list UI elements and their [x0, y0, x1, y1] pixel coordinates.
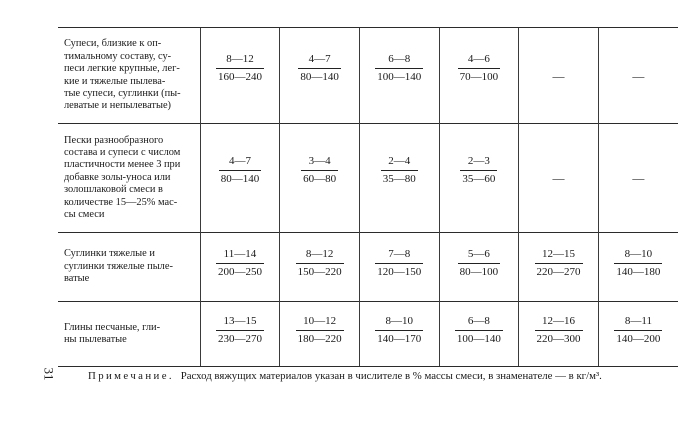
value-cell: [280, 28, 360, 124]
value-cell: [359, 233, 439, 302]
value-fraction: [375, 315, 423, 346]
value-cell: [280, 233, 360, 302]
value-cell: [598, 302, 678, 367]
soil-description-line: песи легкие крупные, лег-: [64, 63, 180, 75]
value-cell: [519, 302, 599, 367]
kg-per-cubic-meter: 60—80: [303, 173, 337, 185]
soil-description-line: леватые и непылеватые): [64, 100, 172, 112]
kg-per-cubic-meter: 220—270: [536, 266, 581, 278]
percent-by-mass: 3—4: [301, 155, 338, 171]
soil-description-line: Супеси, близкие к оп-: [64, 38, 162, 50]
kg-per-cubic-meter: 140—180: [616, 266, 661, 278]
kg-per-cubic-meter: 35—80: [382, 173, 416, 185]
percent-by-mass: 4—7: [298, 53, 341, 69]
percent-by-mass: 12—16: [535, 315, 583, 331]
kg-per-cubic-meter: 180—220: [297, 333, 342, 345]
value-fraction: [296, 248, 344, 279]
soil-description-line: золошлаковой смеси в: [64, 184, 163, 196]
percent-by-mass: 2—4: [381, 155, 418, 171]
soil-description-line: добавке золы-уноса или: [64, 171, 171, 183]
value-cell: [519, 124, 599, 233]
value-cell: [598, 233, 678, 302]
value-fraction: [455, 315, 503, 346]
kg-per-cubic-meter: 230—270: [217, 333, 262, 345]
value-fraction: [614, 248, 662, 279]
value-cell: [200, 302, 280, 367]
kg-per-cubic-meter: 100—140: [377, 70, 422, 83]
value-cell: [598, 28, 678, 124]
soil-description-line: сы смеси: [64, 209, 105, 221]
soil-description-line: Глины песчаные, гли-: [64, 321, 161, 333]
kg-per-cubic-meter: 100—140: [456, 333, 501, 345]
table-row: [58, 302, 678, 367]
percent-by-mass: 13—15: [216, 315, 264, 331]
value-cell: [439, 233, 519, 302]
binder-consumption-table: [58, 27, 678, 367]
kg-per-cubic-meter: 80—140: [300, 70, 339, 83]
table-body: [58, 28, 678, 367]
empty-value-dash: —: [632, 171, 645, 185]
value-fraction: [458, 248, 501, 279]
note-text: Расход вяжущих материалов указан в числителе в % массы смеси, в знаменателе — в кг/м³.: [180, 370, 602, 382]
value-fraction: [535, 248, 583, 279]
kg-per-cubic-meter: 150—220: [297, 266, 342, 278]
soil-description-line: ны пылеватые: [64, 334, 127, 345]
percent-by-mass: 8—12: [296, 248, 344, 264]
soil-description: [58, 28, 200, 124]
percent-by-mass: 4—6: [458, 53, 501, 69]
value-fraction: [375, 248, 423, 279]
soil-description-line: Суглинки тяжелые и: [64, 248, 155, 260]
kg-per-cubic-meter: 35—60: [462, 173, 496, 185]
value-cell: [519, 28, 599, 124]
soil-description: [58, 302, 200, 367]
soil-description-line: Пески разнообразного: [64, 134, 164, 146]
percent-by-mass: 6—8: [455, 315, 503, 331]
note-label: Примечание.: [88, 370, 174, 382]
percent-by-mass: 2—3: [460, 155, 497, 171]
value-cell: [200, 124, 280, 233]
percent-by-mass: 8—11: [614, 315, 662, 331]
soil-description-line: ватые: [64, 273, 90, 285]
soil-description-line: количестве 15—25% мас-: [64, 196, 178, 208]
table-row: [58, 233, 678, 302]
value-cell: [359, 302, 439, 367]
kg-per-cubic-meter: 120—150: [377, 266, 422, 278]
soil-description-line: суглинки тяжелые пыле-: [64, 260, 173, 272]
value-cell: [200, 28, 280, 124]
value-fraction: [216, 248, 264, 279]
kg-per-cubic-meter: 80—100: [459, 266, 499, 278]
percent-by-mass: 8—10: [375, 315, 423, 331]
value-fraction: [301, 155, 338, 186]
value-cell: [359, 124, 439, 233]
value-fraction: [375, 53, 423, 84]
value-cell: [598, 124, 678, 233]
kg-per-cubic-meter: 220—300: [536, 333, 581, 345]
soil-description-line: тимальному составу, су-: [64, 50, 172, 62]
percent-by-mass: 4—7: [219, 155, 262, 171]
kg-per-cubic-meter: 140—170: [377, 333, 422, 345]
value-cell: [439, 28, 519, 124]
table-row: [58, 28, 678, 124]
soil-description: [58, 124, 200, 233]
table-note: [88, 370, 688, 382]
value-fraction: [216, 53, 264, 84]
kg-per-cubic-meter: 70—100: [459, 70, 499, 83]
value-cell: [439, 302, 519, 367]
percent-by-mass: 8—10: [614, 248, 662, 264]
value-cell: [359, 28, 439, 124]
empty-value-dash: —: [632, 68, 645, 83]
percent-by-mass: 12—15: [535, 248, 583, 264]
percent-by-mass: 11—14: [216, 248, 264, 264]
percent-by-mass: 8—12: [216, 53, 264, 69]
table-row: [58, 124, 678, 233]
empty-value-dash: —: [552, 68, 565, 83]
percent-by-mass: 5—6: [458, 248, 501, 264]
value-fraction: [535, 315, 583, 346]
soil-description-line: кие и тяжелые пылева-: [64, 75, 166, 87]
kg-per-cubic-meter: 160—240: [217, 70, 262, 83]
empty-value-dash: —: [552, 171, 565, 185]
kg-per-cubic-meter: 80—140: [220, 173, 260, 185]
value-cell: [519, 233, 599, 302]
value-fraction: [219, 155, 262, 186]
page-number: 31: [41, 367, 57, 381]
percent-by-mass: 10—12: [296, 315, 344, 331]
value-fraction: [298, 53, 341, 84]
kg-per-cubic-meter: 140—200: [616, 333, 661, 345]
soil-description-line: тые супеси, суглинки (пы-: [64, 87, 181, 99]
percent-by-mass: 6—8: [375, 53, 423, 69]
value-fraction: [458, 53, 501, 84]
value-cell: [200, 233, 280, 302]
value-cell: [280, 302, 360, 367]
value-fraction: [460, 155, 497, 186]
value-fraction: [216, 315, 264, 346]
soil-description-line: пластичности менее 3 при: [64, 159, 181, 171]
value-fraction: [614, 315, 662, 346]
soil-description-line: состава и супеси с числом: [64, 146, 181, 158]
percent-by-mass: 7—8: [375, 248, 423, 264]
value-fraction: [381, 155, 418, 186]
value-cell: [280, 124, 360, 233]
value-cell: [439, 124, 519, 233]
value-fraction: [296, 315, 344, 346]
kg-per-cubic-meter: 200—250: [217, 266, 262, 278]
soil-description: [58, 233, 200, 302]
